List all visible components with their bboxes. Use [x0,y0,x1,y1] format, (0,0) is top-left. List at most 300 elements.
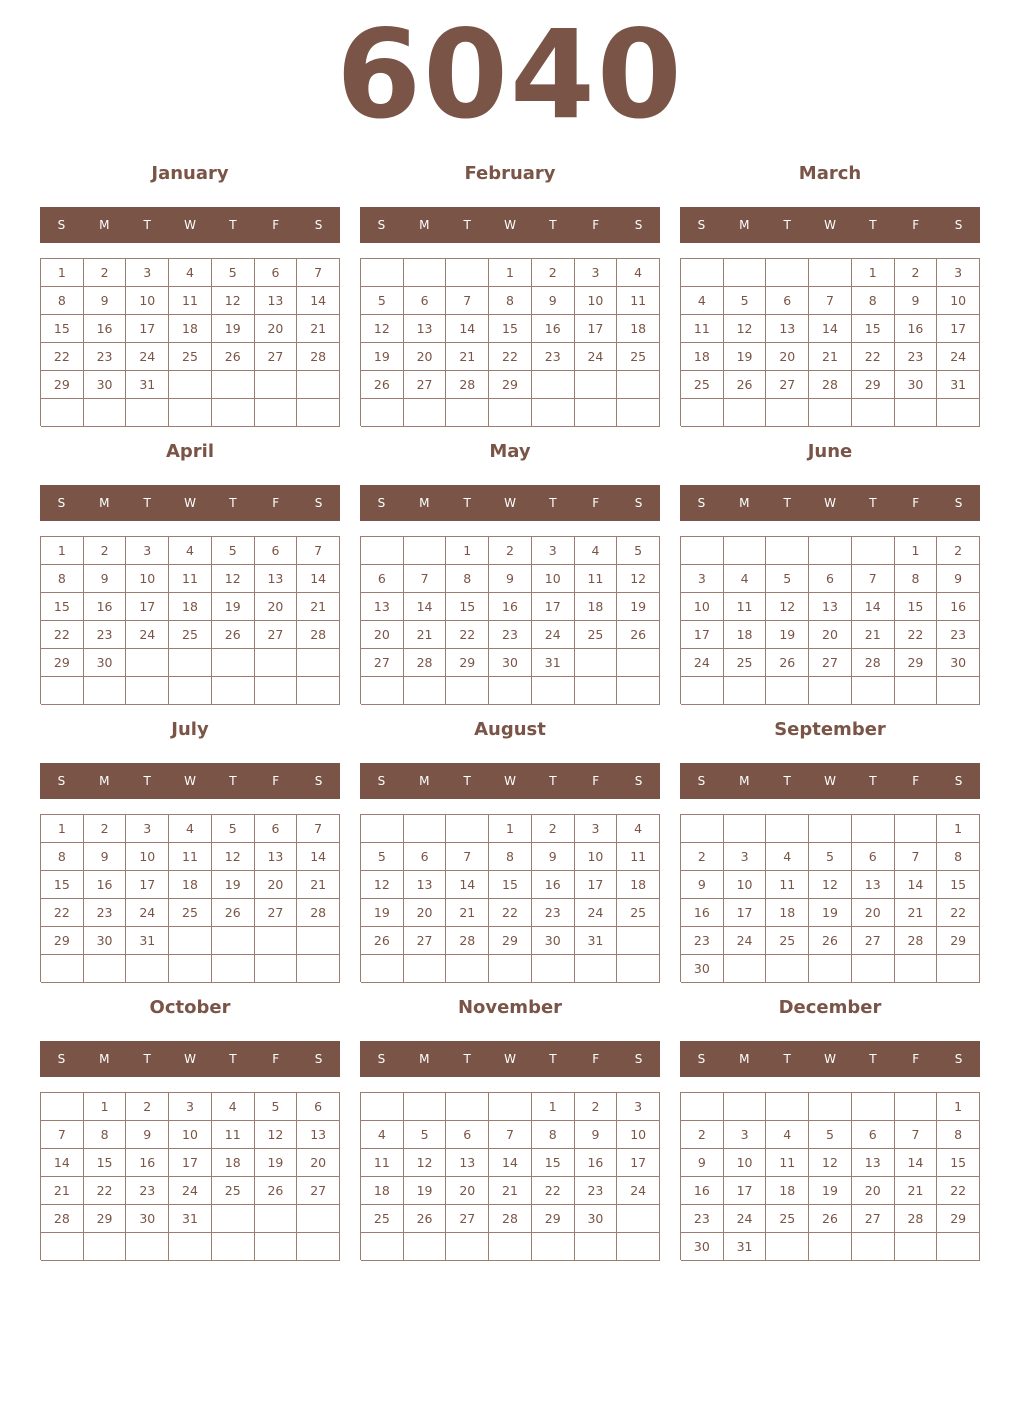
day-cell: 29 [489,371,532,399]
day-cell: 23 [84,343,127,371]
day-cell: 14 [41,1149,84,1177]
weekday-header [40,485,340,521]
empty-day-cell [404,537,447,565]
weekday-label: S [634,774,643,788]
day-cell: 26 [255,1177,298,1205]
month-name: July [171,719,209,740]
day-cell: 29 [41,927,84,955]
empty-day-cell [489,677,532,705]
day-cell: 6 [404,287,447,315]
empty-day-cell [617,371,660,399]
day-cell: 11 [169,843,212,871]
day-cell: 7 [446,287,489,315]
day-cell: 16 [681,1177,724,1205]
day-cell: 28 [297,621,340,649]
empty-day-cell [169,1233,212,1261]
day-cell: 15 [937,871,980,899]
day-cell: 5 [212,259,255,287]
day-cell: 4 [169,537,212,565]
day-cell: 12 [617,565,660,593]
day-cell: 16 [681,899,724,927]
day-cell: 26 [766,649,809,677]
day-cell: 29 [41,649,84,677]
empty-day-cell [532,399,575,427]
day-cell: 5 [361,843,404,871]
day-cell: 5 [809,843,852,871]
weekday-label: T [783,496,791,510]
weekday-label: M [419,218,430,232]
day-cell: 15 [489,871,532,899]
empty-day-cell [255,1205,298,1233]
day-cell: 30 [84,649,127,677]
empty-day-cell [255,677,298,705]
day-cell: 27 [255,343,298,371]
weekday-label: T [143,774,151,788]
day-cell: 14 [489,1149,532,1177]
day-cell: 10 [937,287,980,315]
day-cell: 8 [84,1121,127,1149]
day-cell: 5 [404,1121,447,1149]
empty-day-cell [126,955,169,983]
day-cell: 19 [212,593,255,621]
day-cell: 6 [446,1121,489,1149]
day-cell: 25 [766,927,809,955]
day-cell: 26 [724,371,767,399]
day-cell: 14 [852,593,895,621]
day-cell: 18 [575,593,618,621]
day-cell: 14 [809,315,852,343]
day-cell: 22 [41,343,84,371]
empty-day-cell [766,1093,809,1121]
day-grid [360,1092,660,1260]
day-cell: 20 [255,593,298,621]
weekday-label: T [143,496,151,510]
day-cell: 2 [895,259,938,287]
day-cell: 6 [255,259,298,287]
day-cell: 6 [852,1121,895,1149]
day-cell: 19 [724,343,767,371]
empty-day-cell [617,649,660,677]
day-cell: 30 [681,1233,724,1261]
weekday-label: S [57,1052,66,1066]
empty-day-cell [297,677,340,705]
empty-day-cell [575,955,618,983]
day-cell: 9 [126,1121,169,1149]
day-cell: 17 [575,871,618,899]
day-cell: 12 [361,315,404,343]
day-cell: 10 [575,843,618,871]
day-cell: 11 [766,871,809,899]
day-cell: 27 [297,1177,340,1205]
empty-day-cell [446,677,489,705]
day-cell: 3 [937,259,980,287]
empty-day-cell [895,1233,938,1261]
day-cell: 17 [126,871,169,899]
empty-day-cell [404,1233,447,1261]
day-cell: 19 [809,899,852,927]
day-cell: 10 [126,843,169,871]
day-cell: 13 [361,593,404,621]
day-cell: 2 [489,537,532,565]
empty-day-cell [852,955,895,983]
day-cell: 21 [489,1177,532,1205]
empty-day-cell [255,1233,298,1261]
weekday-label: M [419,496,430,510]
day-cell: 23 [575,1177,618,1205]
day-cell: 11 [212,1121,255,1149]
day-cell: 31 [724,1233,767,1261]
empty-day-cell [617,1205,660,1233]
weekday-header [680,763,980,799]
weekday-label: T [463,774,471,788]
day-cell: 18 [724,621,767,649]
empty-day-cell [895,1093,938,1121]
weekday-label: F [592,496,600,510]
empty-day-cell [404,955,447,983]
day-cell: 31 [126,927,169,955]
day-cell: 27 [404,371,447,399]
day-cell: 18 [169,315,212,343]
day-cell: 22 [489,899,532,927]
day-cell: 18 [766,899,809,927]
day-cell: 6 [255,537,298,565]
day-cell: 22 [84,1177,127,1205]
weekday-label: S [634,496,643,510]
day-cell: 12 [212,287,255,315]
day-cell: 26 [617,621,660,649]
weekday-label: T [783,218,791,232]
day-cell: 5 [724,287,767,315]
day-cell: 15 [41,315,84,343]
day-cell: 31 [169,1205,212,1233]
weekday-label: T [549,496,557,510]
day-cell: 23 [532,343,575,371]
day-cell: 24 [126,621,169,649]
empty-day-cell [575,649,618,677]
day-cell: 25 [617,343,660,371]
day-cell: 3 [532,537,575,565]
day-cell: 12 [212,565,255,593]
day-cell: 25 [169,343,212,371]
day-cell: 9 [532,843,575,871]
day-cell: 11 [361,1149,404,1177]
empty-day-cell [446,815,489,843]
month-name: August [474,719,546,740]
empty-day-cell [681,537,724,565]
weekday-label: T [869,1052,877,1066]
day-cell: 27 [404,927,447,955]
day-cell: 21 [41,1177,84,1205]
day-cell: 16 [575,1149,618,1177]
day-cell: 14 [895,871,938,899]
day-cell: 1 [937,1093,980,1121]
empty-day-cell [937,1233,980,1261]
day-cell: 7 [489,1121,532,1149]
day-cell: 21 [297,593,340,621]
day-cell: 22 [852,343,895,371]
day-cell: 4 [212,1093,255,1121]
day-cell: 1 [41,259,84,287]
day-cell: 11 [169,287,212,315]
weekday-header [680,207,980,243]
month-name: November [457,997,563,1018]
empty-day-cell [446,1233,489,1261]
empty-day-cell [766,955,809,983]
day-cell: 22 [532,1177,575,1205]
empty-day-cell [852,537,895,565]
day-cell: 4 [681,287,724,315]
weekday-label: F [912,1052,920,1066]
empty-day-cell [404,1093,447,1121]
day-cell: 30 [84,927,127,955]
day-cell: 28 [404,649,447,677]
empty-day-cell [937,955,980,983]
day-cell: 13 [404,315,447,343]
weekday-label: S [377,1052,386,1066]
empty-day-cell [41,955,84,983]
day-cell: 17 [126,315,169,343]
day-cell: 12 [404,1149,447,1177]
day-cell: 26 [361,371,404,399]
day-cell: 22 [41,899,84,927]
day-cell: 29 [489,927,532,955]
day-cell: 23 [84,899,127,927]
weekday-label: T [549,774,557,788]
weekday-label: M [739,774,750,788]
day-cell: 22 [489,343,532,371]
day-cell: 19 [212,871,255,899]
month-name: April [165,441,215,462]
day-cell: 28 [809,371,852,399]
weekday-label: S [57,774,66,788]
weekday-label: W [504,774,516,788]
day-cell: 19 [617,593,660,621]
day-cell: 9 [895,287,938,315]
day-cell: 2 [937,537,980,565]
day-cell: 13 [404,871,447,899]
weekday-label: F [272,218,280,232]
weekday-label: M [419,1052,430,1066]
day-cell: 14 [297,287,340,315]
empty-day-cell [617,927,660,955]
weekday-label: S [634,1052,643,1066]
weekday-label: S [954,1052,963,1066]
empty-day-cell [937,399,980,427]
empty-day-cell [169,371,212,399]
day-cell: 26 [212,621,255,649]
day-cell: 22 [937,1177,980,1205]
weekday-label: S [954,218,963,232]
day-cell: 16 [532,315,575,343]
day-cell: 8 [41,843,84,871]
day-cell: 11 [169,565,212,593]
weekday-label: M [99,1052,110,1066]
day-cell: 10 [724,871,767,899]
day-cell: 21 [852,621,895,649]
day-cell: 3 [617,1093,660,1121]
day-cell: 7 [297,259,340,287]
month-name: October [149,997,231,1018]
day-cell: 2 [84,815,127,843]
day-cell: 14 [895,1149,938,1177]
weekday-header [40,207,340,243]
day-cell: 4 [169,815,212,843]
empty-day-cell [809,399,852,427]
empty-day-cell [895,677,938,705]
empty-day-cell [809,1093,852,1121]
weekday-label: F [912,218,920,232]
empty-day-cell [724,955,767,983]
empty-day-cell [255,649,298,677]
day-cell: 4 [766,1121,809,1149]
day-grid [680,536,980,704]
day-cell: 23 [84,621,127,649]
day-cell: 14 [297,565,340,593]
day-cell: 20 [255,871,298,899]
empty-day-cell [895,955,938,983]
day-cell: 15 [852,315,895,343]
day-cell: 28 [895,927,938,955]
day-cell: 1 [895,537,938,565]
weekday-label: T [463,1052,471,1066]
day-cell: 18 [681,343,724,371]
weekday-label: S [634,218,643,232]
day-grid [40,1092,340,1260]
day-cell: 9 [84,565,127,593]
day-cell: 8 [937,1121,980,1149]
empty-day-cell [724,677,767,705]
day-cell: 13 [446,1149,489,1177]
day-cell: 7 [404,565,447,593]
day-cell: 25 [169,899,212,927]
day-cell: 22 [937,899,980,927]
weekday-label: F [592,774,600,788]
day-cell: 18 [361,1177,404,1205]
day-cell: 21 [809,343,852,371]
day-cell: 31 [532,649,575,677]
weekday-label: W [184,496,196,510]
day-cell: 9 [681,1149,724,1177]
day-cell: 9 [84,843,127,871]
day-cell: 20 [361,621,404,649]
weekday-label: T [143,218,151,232]
empty-day-cell [575,677,618,705]
weekday-label: W [824,1052,836,1066]
weekday-label: T [869,218,877,232]
day-cell: 6 [404,843,447,871]
day-cell: 19 [766,621,809,649]
day-cell: 31 [575,927,618,955]
empty-day-cell [84,1233,127,1261]
day-cell: 18 [169,593,212,621]
day-cell: 16 [532,871,575,899]
day-cell: 4 [617,259,660,287]
day-cell: 29 [937,1205,980,1233]
day-cell: 9 [575,1121,618,1149]
day-cell: 17 [617,1149,660,1177]
empty-day-cell [809,677,852,705]
empty-day-cell [724,1093,767,1121]
day-cell: 28 [297,899,340,927]
empty-day-cell [681,1093,724,1121]
empty-day-cell [212,399,255,427]
empty-day-cell [404,259,447,287]
day-cell: 13 [255,843,298,871]
empty-day-cell [212,677,255,705]
day-cell: 10 [532,565,575,593]
empty-day-cell [404,815,447,843]
day-cell: 24 [532,621,575,649]
weekday-label: S [314,1052,323,1066]
empty-day-cell [489,1233,532,1261]
day-cell: 28 [895,1205,938,1233]
day-grid [680,814,980,982]
day-cell: 7 [297,815,340,843]
empty-day-cell [895,399,938,427]
empty-day-cell [809,815,852,843]
weekday-header [360,1041,660,1077]
weekday-header [680,1041,980,1077]
day-cell: 2 [532,259,575,287]
day-cell: 24 [724,1205,767,1233]
weekday-label: M [739,218,750,232]
day-cell: 2 [84,537,127,565]
day-cell: 8 [446,565,489,593]
day-cell: 15 [895,593,938,621]
day-cell: 12 [766,593,809,621]
day-cell: 30 [532,927,575,955]
day-cell: 29 [41,371,84,399]
day-cell: 23 [489,621,532,649]
day-cell: 13 [766,315,809,343]
day-cell: 3 [126,815,169,843]
day-cell: 17 [681,621,724,649]
day-cell: 13 [255,287,298,315]
day-cell: 24 [575,899,618,927]
empty-day-cell [361,537,404,565]
day-cell: 22 [446,621,489,649]
day-cell: 25 [212,1177,255,1205]
day-cell: 2 [681,843,724,871]
day-cell: 29 [532,1205,575,1233]
day-cell: 29 [446,649,489,677]
day-cell: 1 [41,815,84,843]
day-cell: 27 [852,927,895,955]
weekday-label: T [463,218,471,232]
day-cell: 18 [766,1177,809,1205]
empty-day-cell [84,955,127,983]
weekday-label: T [549,1052,557,1066]
empty-day-cell [809,955,852,983]
day-cell: 21 [446,343,489,371]
weekday-label: S [57,496,66,510]
day-cell: 21 [895,1177,938,1205]
day-cell: 4 [361,1121,404,1149]
day-cell: 19 [255,1149,298,1177]
weekday-label: S [697,774,706,788]
day-cell: 24 [126,899,169,927]
weekday-header [40,763,340,799]
day-cell: 12 [809,1149,852,1177]
weekday-label: S [314,774,323,788]
day-cell: 19 [212,315,255,343]
day-cell: 10 [169,1121,212,1149]
day-cell: 13 [297,1121,340,1149]
weekday-label: F [592,1052,600,1066]
day-cell: 15 [446,593,489,621]
empty-day-cell [361,399,404,427]
day-cell: 26 [361,927,404,955]
